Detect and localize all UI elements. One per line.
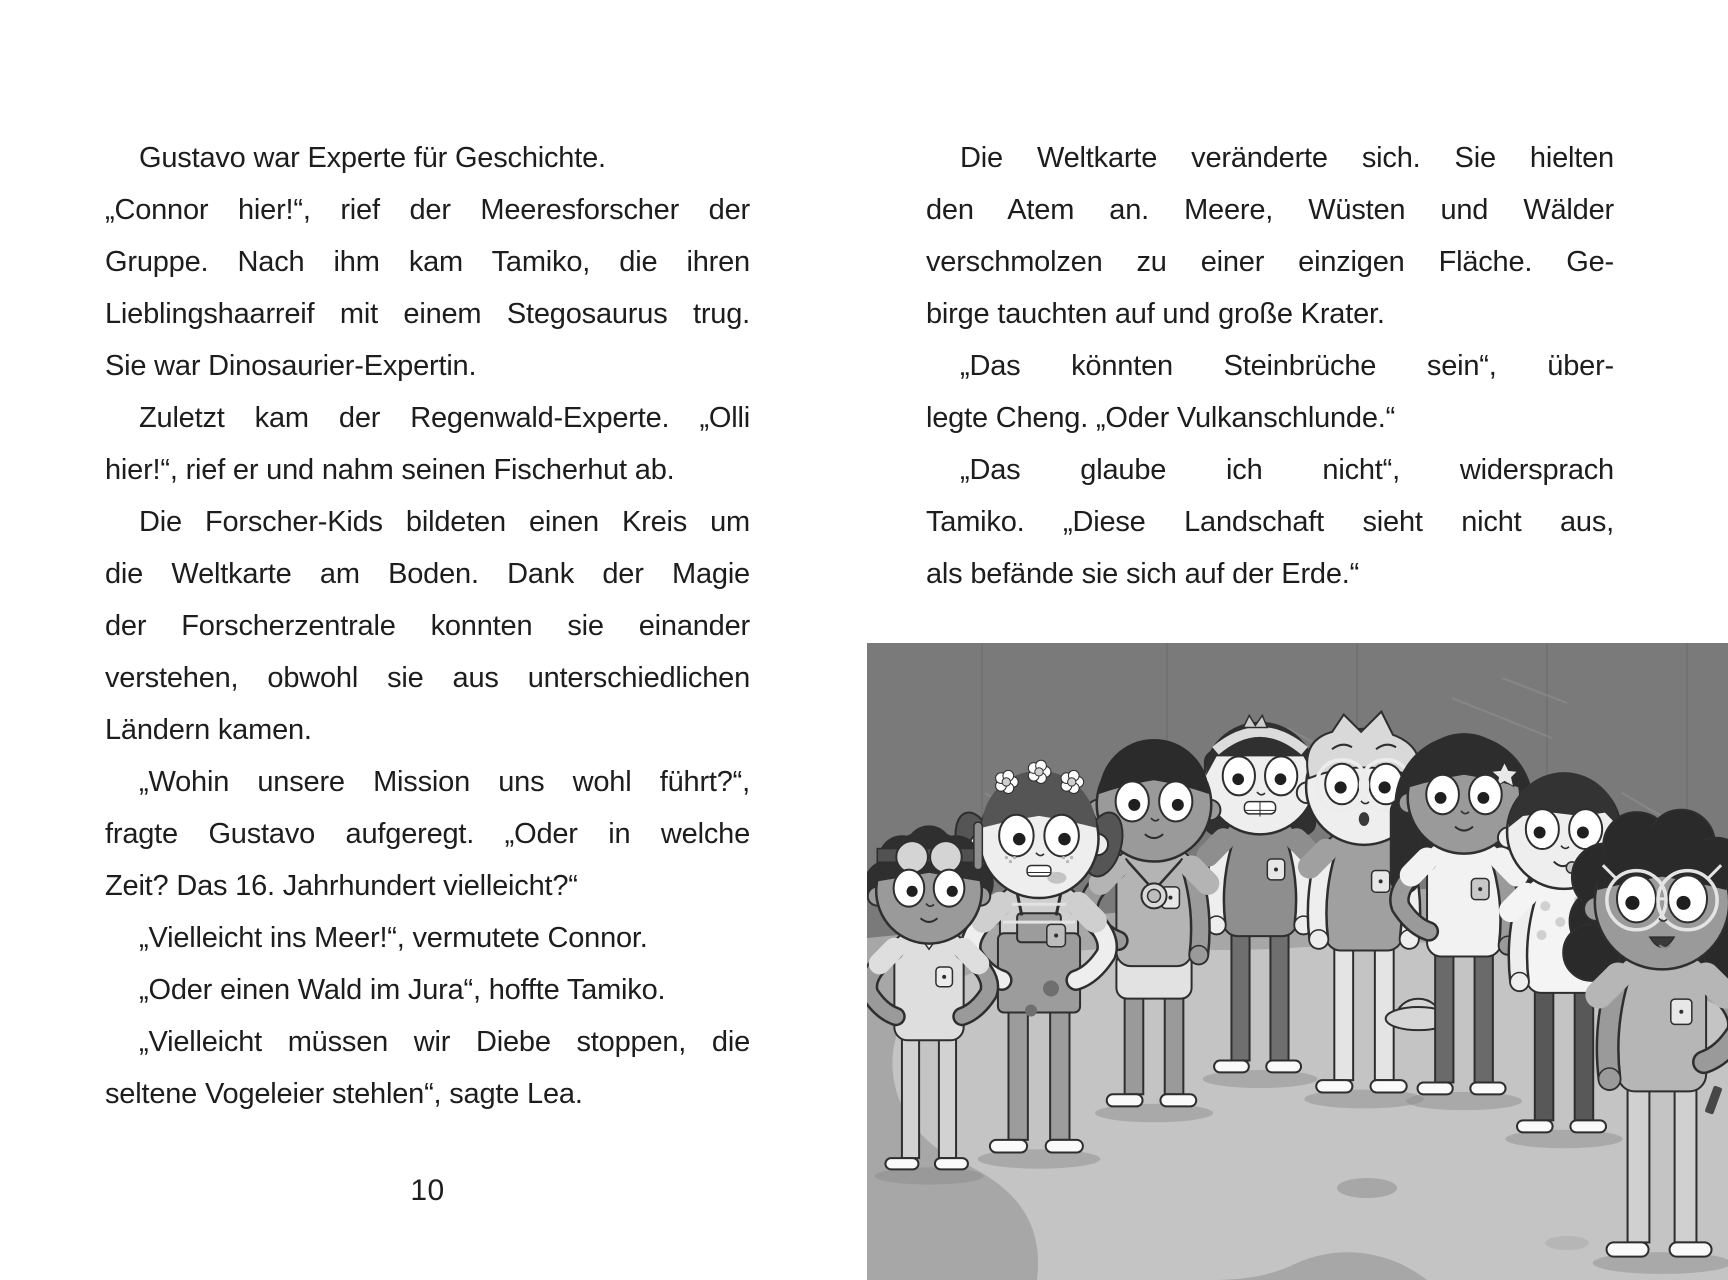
text-line: als befände sie sich auf der Erde.“ — [926, 558, 1360, 590]
text-line: hier!“, rief er und nahm seinen Fischerhut ab. — [105, 454, 675, 486]
text-line: Die Forscher-Kids bildeten einen Kreis um — [139, 506, 750, 538]
text-line: seltene Vogeleier stehlen“, sagte Lea. — [105, 1078, 583, 1110]
text-line: Die Weltkarte veränderte sich. Sie hielten — [960, 142, 1614, 174]
text-line: verschmolzen zu einer einzigen Fläche. Ge- — [926, 246, 1614, 278]
text-line: die Weltkarte am Boden. Dank der Magie — [105, 558, 750, 590]
text-line: „Oder einen Wald im Jura“, hoffte Tamiko. — [139, 974, 666, 1006]
text-line: Tamiko. „Diese Landschaft sieht nicht aus, — [926, 506, 1614, 538]
text-line: „Vielleicht ins Meer!“, vermutete Connor. — [139, 922, 648, 954]
text-line: Sie war Dinosaurier-Expertin. — [105, 350, 477, 382]
text-line: verstehen, obwohl sie aus unterschiedlichen — [105, 662, 750, 694]
text-line: „Vielleicht müssen wir Diebe stoppen, die — [139, 1026, 750, 1058]
text-line: Lieblingshaarreif mit einem Stegosaurus trug. — [105, 298, 750, 330]
text-line: „Das glaube ich nicht“, widersprach — [960, 454, 1614, 486]
text-line: „Wohin unsere Mission uns wohl führt?“, — [139, 766, 750, 798]
text-line: legte Cheng. „Oder Vulkanschlunde.“ — [926, 402, 1396, 434]
illustration-forscher-kids — [867, 643, 1728, 1280]
text-line: „Connor hier!“, rief der Meeresforscher der — [105, 194, 750, 226]
text-line: Zeit? Das 16. Jahrhundert vielleicht?“ — [105, 870, 578, 902]
right-page-text — [926, 132, 1614, 600]
text-line: Gruppe. Nach ihm kam Tamiko, die ihren — [105, 246, 750, 278]
illustration-canvas — [867, 643, 1728, 1280]
left-page-text — [105, 132, 750, 1120]
text-line: fragte Gustavo aufgeregt. „Oder in welche — [105, 818, 750, 850]
text-line: birge tauchten auf und große Krater. — [926, 298, 1385, 330]
page-number: 10 — [410, 1174, 445, 1207]
text-line: „Das könnten Steinbrüche sein“, über- — [960, 350, 1614, 382]
text-line: den Atem an. Meere, Wüsten und Wälder — [926, 194, 1614, 226]
text-line: Ländern kamen. — [105, 714, 312, 746]
text-line: Gustavo war Experte für Geschichte. — [139, 142, 606, 174]
text-line: der Forscherzentrale konnten sie einander — [105, 610, 750, 642]
text-line: Zuletzt kam der Regenwald-Experte. „Olli — [139, 402, 750, 434]
